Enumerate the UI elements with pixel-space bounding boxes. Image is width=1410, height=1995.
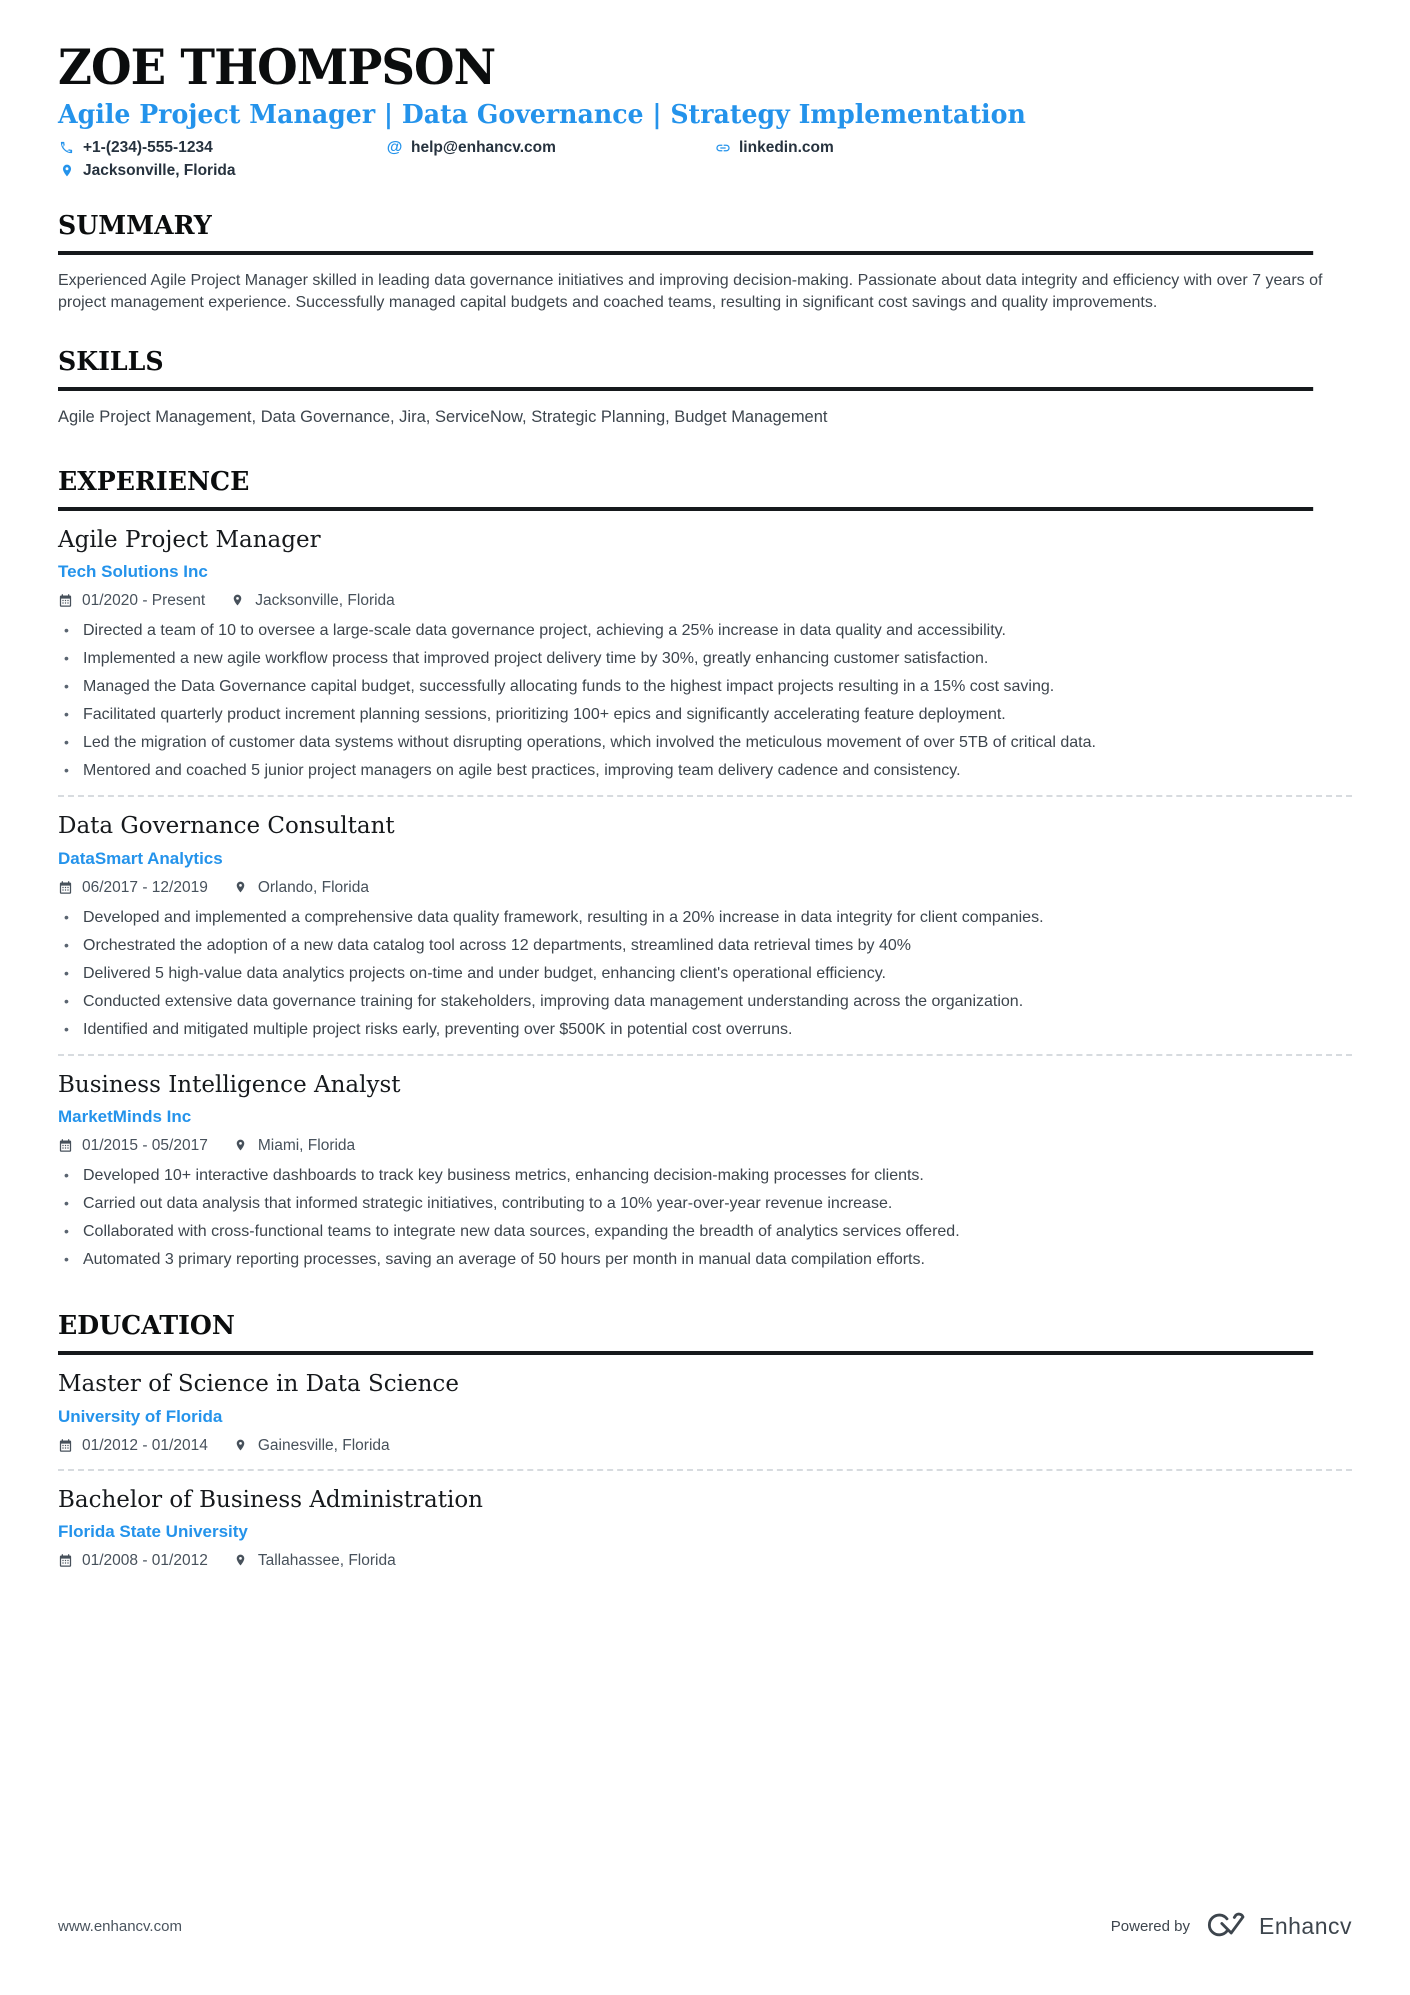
bullet-item: • Directed a team of 10 to oversee a large-scale data governance project, achieving a 25% increase in data quality and accessibility. bbox=[58, 620, 1352, 641]
degree-title: Bachelor of Business Administration bbox=[58, 1486, 483, 1513]
job-dates: 01/2020 - Present bbox=[82, 592, 206, 610]
calendar-icon bbox=[58, 1138, 74, 1154]
section-education bbox=[58, 1312, 1352, 1570]
contact-location bbox=[58, 162, 1108, 180]
job-company: Tech Solutions Inc bbox=[58, 562, 208, 582]
contact-phone bbox=[58, 139, 386, 157]
job-meta bbox=[58, 1137, 1352, 1155]
at-icon: @ bbox=[386, 138, 403, 156]
footer-site-link[interactable]: www.enhancv.com bbox=[58, 1918, 182, 1935]
bullet-item: • Collaborated with cross-functional teams to integrate new data sources, expanding the breadth of analytics services offered. bbox=[58, 1221, 1352, 1242]
experience-entry bbox=[58, 1072, 1352, 1271]
experience-heading: EXPERIENCE bbox=[58, 468, 1313, 511]
degree-dates: 01/2008 - 01/2012 bbox=[82, 1552, 208, 1570]
entry-divider bbox=[58, 1469, 1352, 1471]
location-pin-icon bbox=[234, 1438, 250, 1454]
job-location: Miami, Florida bbox=[257, 1137, 356, 1155]
degree-meta bbox=[58, 1552, 1352, 1570]
location-pin-icon bbox=[234, 1138, 250, 1154]
job-title: Business Intelligence Analyst bbox=[58, 1071, 401, 1098]
contact-link[interactable] bbox=[714, 139, 1042, 157]
resume-header bbox=[58, 38, 1352, 185]
enhancv-logo-icon bbox=[1204, 1908, 1250, 1945]
enhancv-brand-name: Enhancv bbox=[1258, 1913, 1352, 1939]
powered-by-label: Powered by bbox=[1110, 1918, 1190, 1935]
candidate-headline: Agile Project Manager | Data Governance | Strategy Implementation bbox=[58, 99, 1026, 130]
bullet-item: • Mentored and coached 5 junior project managers on agile best practices, improving team delivery cadence and consistency. bbox=[58, 760, 1352, 781]
location-pin-icon bbox=[234, 880, 250, 896]
education-entry bbox=[58, 1487, 1352, 1571]
job-bullets bbox=[58, 620, 1352, 781]
bullet-item: • Managed the Data Governance capital budget, successfully allocating funds to the highest impact projects resulting in a 15% cost saving. bbox=[58, 676, 1352, 697]
bullet-item: • Delivered 5 high-value data analytics projects on-time and under budget, enhancing client's operational efficiency. bbox=[58, 963, 1352, 984]
degree-school: University of Florida bbox=[58, 1406, 223, 1426]
contact-email-text[interactable]: help@enhancv.com bbox=[411, 138, 556, 156]
location-pin-icon bbox=[234, 1553, 250, 1569]
enhancv-brand[interactable] bbox=[1204, 1908, 1352, 1945]
bullet-item: • Automated 3 primary reporting processes, saving an average of 50 hours per month in manual data compilation efforts. bbox=[58, 1249, 1352, 1270]
education-heading: EDUCATION bbox=[58, 1312, 1313, 1355]
section-summary bbox=[58, 212, 1352, 314]
degree-title: Master of Science in Data Science bbox=[58, 1371, 459, 1398]
experience-entry bbox=[58, 813, 1352, 1040]
job-dates: 06/2017 - 12/2019 bbox=[82, 878, 208, 896]
contact-link-text[interactable]: linkedin.com bbox=[739, 138, 834, 156]
bullet-item: • Facilitated quarterly product increment planning sessions, prioritizing 100+ epics and significantly accelerating feature deployment. bbox=[58, 704, 1352, 725]
job-title: Data Governance Consultant bbox=[58, 813, 395, 840]
degree-dates: 01/2012 - 01/2014 bbox=[82, 1436, 208, 1454]
bullet-item: • Implemented a new agile workflow process that improved project delivery time by 30%, greatly enhancing customer satisfaction. bbox=[58, 648, 1352, 669]
bullet-item: • Led the migration of customer data systems without disrupting operations, which involved the meticulous movement of over 5TB of critical data. bbox=[58, 732, 1352, 753]
section-experience bbox=[58, 468, 1352, 1271]
powered-by bbox=[1111, 1908, 1352, 1945]
location-pin-icon bbox=[58, 162, 75, 179]
calendar-icon bbox=[58, 880, 74, 896]
calendar-icon bbox=[58, 1553, 74, 1569]
bullet-item: • Developed 10+ interactive dashboards to track key business metrics, enhancing decision-making processes for clients. bbox=[58, 1165, 1352, 1186]
link-icon bbox=[714, 139, 731, 156]
education-entry bbox=[58, 1371, 1352, 1455]
job-bullets bbox=[58, 1165, 1352, 1270]
summary-heading: SUMMARY bbox=[58, 212, 1313, 255]
contact-phone-text: +1-(234)-555-1234 bbox=[83, 138, 213, 156]
bullet-item: • Identified and mitigated multiple project risks early, preventing over $500K in potential cost overruns. bbox=[58, 1019, 1352, 1040]
phone-icon bbox=[58, 139, 75, 156]
summary-text: Experienced Agile Project Manager skilled in leading data governance initiatives and improving decision-making. Passionate about data integrity and efficiency with over 7 years of project management experience. Successfully managed capital budgets and coached teams, resulting in significant cost savings and quality improvements. bbox=[58, 271, 1323, 311]
candidate-name: ZOE THOMPSON bbox=[58, 38, 496, 96]
skills-heading: SKILLS bbox=[58, 348, 1313, 391]
page-footer bbox=[58, 1908, 1352, 1945]
location-pin-icon bbox=[231, 593, 247, 609]
section-skills bbox=[58, 348, 1352, 428]
skills-list: Agile Project Management, Data Governance, Jira, ServiceNow, Strategic Planning, Budget Management bbox=[58, 407, 828, 426]
bullet-item: • Conducted extensive data governance training for stakeholders, improving data management understanding across the organization. bbox=[58, 991, 1352, 1012]
degree-school: Florida State University bbox=[58, 1522, 248, 1542]
job-location: Orlando, Florida bbox=[257, 878, 369, 896]
job-dates: 01/2015 - 05/2017 bbox=[82, 1137, 208, 1155]
degree-location: Tallahassee, Florida bbox=[257, 1552, 396, 1570]
bullet-item: • Carried out data analysis that informed strategic initiatives, contributing to a 10% year-over-year revenue increase. bbox=[58, 1193, 1352, 1214]
job-location: Jacksonville, Florida bbox=[255, 592, 395, 610]
job-company: DataSmart Analytics bbox=[58, 848, 223, 868]
job-bullets bbox=[58, 907, 1352, 1040]
job-title: Agile Project Manager bbox=[58, 526, 321, 553]
contact-email[interactable] bbox=[386, 139, 714, 157]
entry-divider bbox=[58, 1054, 1352, 1056]
job-company: MarketMinds Inc bbox=[58, 1107, 192, 1127]
contact-location-text: Jacksonville, Florida bbox=[83, 161, 236, 179]
degree-location: Gainesville, Florida bbox=[257, 1436, 390, 1454]
entry-divider bbox=[58, 795, 1352, 797]
calendar-icon bbox=[58, 593, 74, 609]
job-meta bbox=[58, 592, 1352, 610]
job-meta bbox=[58, 879, 1352, 897]
bullet-item: • Developed and implemented a comprehensive data quality framework, resulting in a 20% increase in data integrity for client companies. bbox=[58, 907, 1352, 928]
contact-info bbox=[58, 139, 1108, 185]
experience-entry bbox=[58, 527, 1352, 782]
calendar-icon bbox=[58, 1438, 74, 1454]
degree-meta bbox=[58, 1437, 1352, 1455]
bullet-item: • Orchestrated the adoption of a new data catalog tool across 12 departments, streamlined data retrieval times by 40% bbox=[58, 935, 1352, 956]
